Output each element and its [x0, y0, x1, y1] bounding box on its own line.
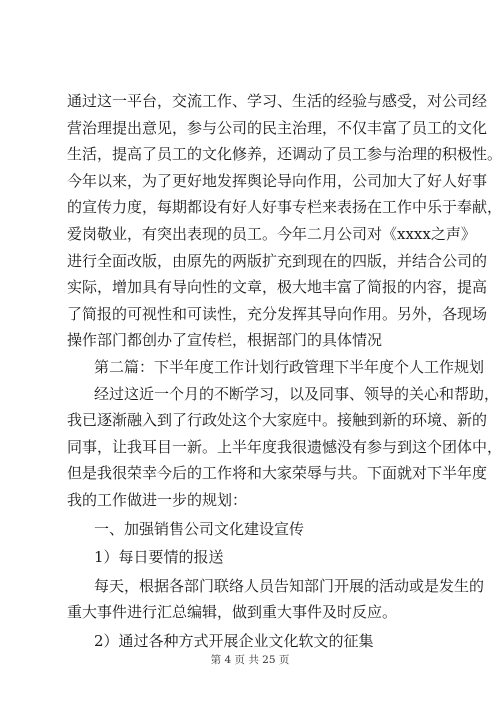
text-line: 每天，根据各部门联络人员告知部门开展的活动或是发生的: [94, 576, 485, 595]
page-number-footer: 第 4 页 共 25 页: [210, 654, 290, 666]
text-line: 生活，提高了员工的文化修养，还调动了员工参与治理的积极性。: [67, 145, 502, 164]
text-line: 的宣传力度，每期都设有好人好事专栏来表扬在工作中乐于奉献，: [67, 198, 502, 217]
text-line: 了简报的可视性和可读性，充分发挥其导向作用。另外，各现场: [67, 304, 488, 323]
list-item-heading: 2）通过各种方式开展企业文化软文的征集: [94, 631, 374, 650]
text-line: 今年以来，为了更好地发挥舆论导向作用，公司加大了好人好事: [67, 171, 488, 190]
text-line: 经过这近一个月的不断学习，以及同事、领导的关心和帮助，: [94, 384, 500, 403]
list-item-heading: 1）每日要情的报送: [94, 548, 224, 567]
text-line: 通过这一平台，交流工作、学习、生活的经验与感受，对公司经: [67, 92, 488, 110]
text-line: 但是我很荣幸今后的工作将和大家荣辱与共。下面就对下半年度: [67, 464, 488, 483]
subsection-heading: 一、加强销售公司文化建设宣传: [94, 519, 305, 538]
text-line: 操作部门都创办了宣传栏，根据部门的具体情况: [67, 331, 383, 350]
section-heading: 第二篇：下半年度工作计划行政管理下半年度个人工作规划: [94, 357, 485, 376]
document-body: [67, 88, 502, 654]
text-line: 我已逐渐融入到了行政处这个大家庭中。接触到新的环境、新的: [67, 411, 488, 430]
text-line: 我的工作做进一步的规划：: [67, 490, 248, 509]
text-line: 进行全面改版，由原先的两版扩充到现在的四版，并结合公司的: [67, 251, 488, 270]
text-line: 爱岗敬业，有突出表现的员工。今年二月公司对《xxxx之声》: [67, 224, 476, 243]
text-line: 重大事件进行汇总编辑，做到重大事件及时反应。: [67, 603, 398, 622]
text-line: 营治理提出意见，参与公司的民主治理，不仅丰富了员工的文化: [67, 118, 488, 137]
text-line: 同事，让我耳目一新。上半年度我很遗憾没有参与到这个团体中，: [67, 437, 502, 456]
text-line: 实际，增加具有导向性的文章，极大地丰富了简报的内容，提高: [67, 278, 488, 297]
